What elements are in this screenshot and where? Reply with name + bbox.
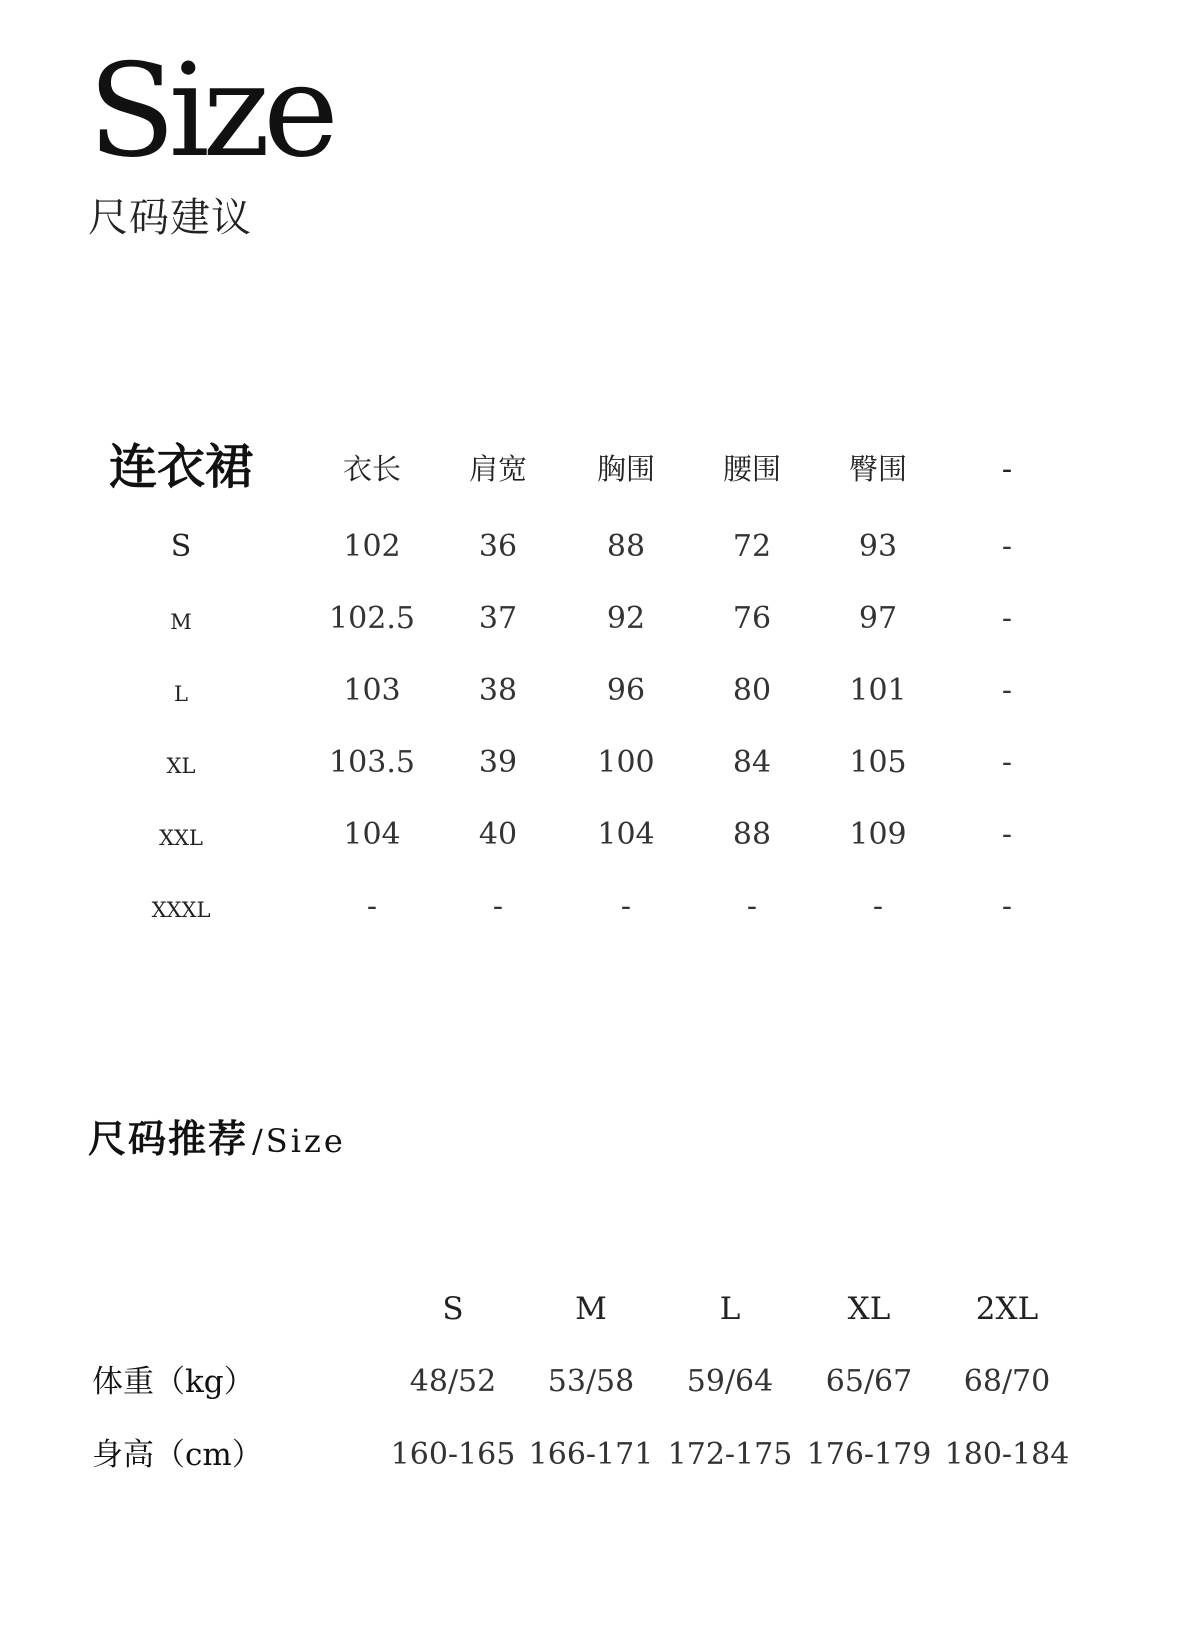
table-cell: - — [872, 889, 884, 924]
table-row — [0, 1437, 1200, 1480]
column-header: M — [575, 1291, 607, 1327]
column-header: 臀围 — [848, 452, 908, 486]
column-header: S — [442, 1291, 464, 1327]
table-cell: 105 — [849, 745, 907, 780]
dress-table-header-row — [0, 439, 1200, 495]
table-cell: 176-179 — [806, 1437, 932, 1472]
column-header: XL — [847, 1291, 891, 1327]
table-cell: - — [1001, 745, 1013, 780]
table-cell: 88 — [732, 817, 772, 852]
table-cell: 37 — [478, 601, 518, 636]
table-cell: 40 — [478, 817, 518, 852]
table-cell: 101 — [849, 673, 907, 708]
table-row — [0, 529, 1200, 572]
table-cell: - — [366, 889, 378, 924]
column-header: 肩宽 — [468, 452, 528, 486]
table-cell: 102.5 — [329, 601, 415, 636]
table-cell: 38 — [478, 673, 518, 708]
table-cell: - — [1001, 529, 1013, 564]
table-cell: 72 — [732, 529, 772, 564]
table-cell: 180-184 — [944, 1437, 1070, 1472]
table-cell: 36 — [478, 529, 518, 564]
table-cell: - — [492, 889, 504, 924]
table-cell: 59/64 — [686, 1364, 774, 1399]
table-cell: 160-165 — [390, 1437, 516, 1472]
dress-table-title: 连衣裙 — [108, 439, 254, 495]
size-label: L — [174, 682, 188, 706]
table-row — [0, 601, 1200, 644]
column-header: L — [719, 1291, 741, 1327]
table-cell: 109 — [849, 817, 907, 852]
table-cell: 166-171 — [528, 1437, 654, 1472]
table-cell: 39 — [478, 745, 518, 780]
table-row — [0, 673, 1200, 716]
table-cell: 103 — [343, 673, 401, 708]
table-cell: - — [1001, 673, 1013, 708]
recommend-section-title — [88, 1108, 346, 1163]
column-header: 胸围 — [596, 452, 656, 486]
size-label: XXXL — [151, 898, 211, 922]
page-title: Size — [88, 37, 332, 186]
table-cell: 53/58 — [547, 1364, 635, 1399]
table-cell: 104 — [597, 817, 655, 852]
table-cell: - — [746, 889, 758, 924]
table-cell: 88 — [606, 529, 646, 564]
table-cell: 104 — [343, 817, 401, 852]
recommend-header-row — [0, 1291, 1200, 1334]
column-header: - — [1001, 452, 1013, 486]
recommend-title-zh: 尺码推荐 — [88, 1116, 249, 1161]
table-cell: 172-175 — [667, 1437, 793, 1472]
table-cell: 93 — [858, 529, 898, 564]
table-cell: 65/67 — [825, 1364, 913, 1399]
size-label: XXL — [159, 826, 203, 850]
table-cell: 102 — [343, 529, 401, 564]
table-cell: 97 — [858, 601, 898, 636]
size-label: M — [170, 610, 192, 634]
table-cell: 103.5 — [329, 745, 415, 780]
table-row — [0, 889, 1200, 932]
column-header: 腰围 — [722, 452, 782, 486]
table-cell: 96 — [606, 673, 646, 708]
page-subtitle: 尺码建议 — [88, 195, 252, 241]
row-label-weight: 体重（kg） — [92, 1364, 255, 1400]
table-cell: 84 — [732, 745, 772, 780]
table-cell: 80 — [732, 673, 772, 708]
table-cell: 100 — [597, 745, 655, 780]
size-label: S — [170, 529, 192, 564]
table-cell: 92 — [606, 601, 646, 636]
table-cell: - — [1001, 889, 1013, 924]
table-row — [0, 745, 1200, 788]
table-cell: 48/52 — [409, 1364, 497, 1399]
recommend-title-en: /Size — [252, 1122, 346, 1160]
table-row — [0, 817, 1200, 860]
row-label-height: 身高（cm） — [92, 1437, 263, 1473]
column-header: 2XL — [975, 1291, 1039, 1327]
table-cell: - — [1001, 817, 1013, 852]
size-label: XL — [166, 754, 196, 778]
table-row — [0, 1364, 1200, 1407]
table-cell: - — [620, 889, 632, 924]
table-cell: - — [1001, 601, 1013, 636]
column-header: 衣长 — [342, 452, 402, 486]
table-cell: 76 — [732, 601, 772, 636]
table-cell: 68/70 — [963, 1364, 1051, 1399]
